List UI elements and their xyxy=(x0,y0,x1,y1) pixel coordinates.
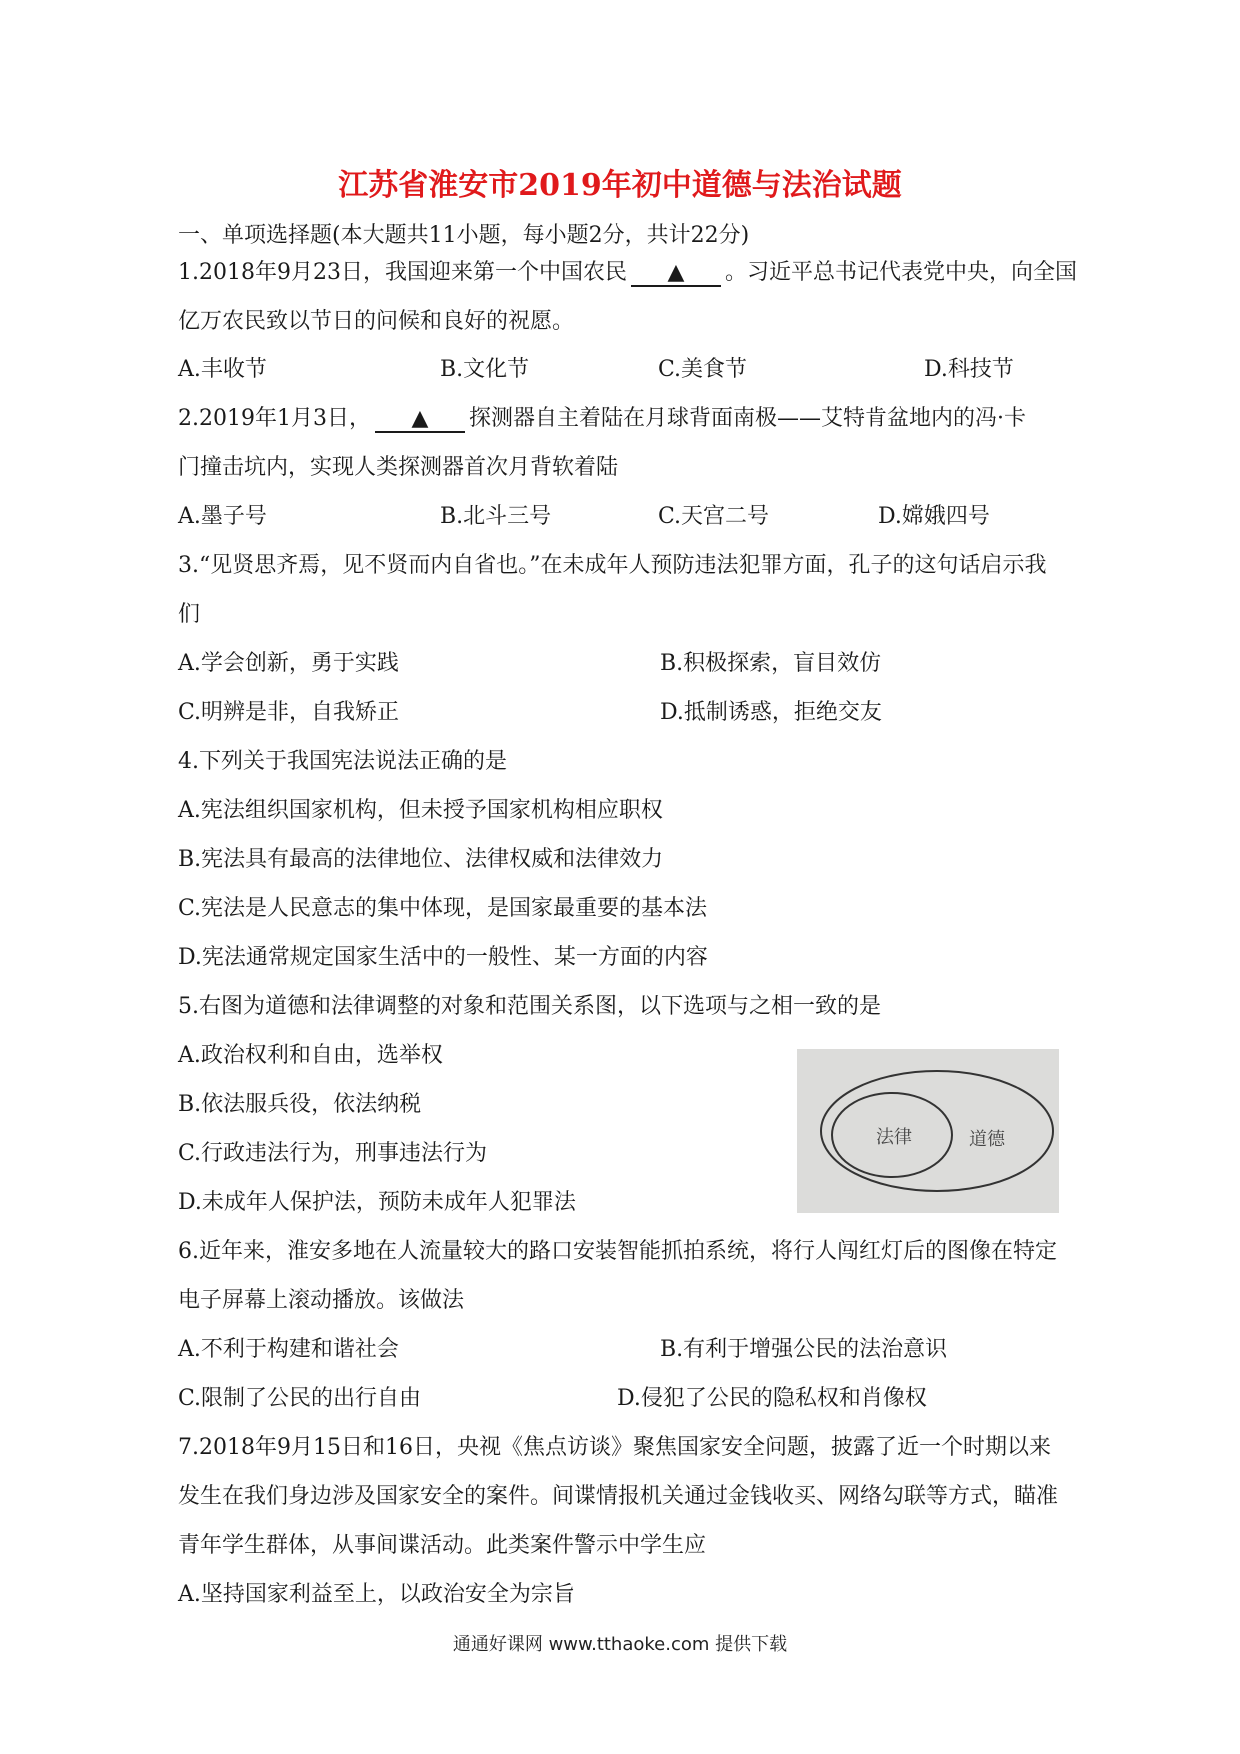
question-6-option-d: D.侵犯了公民的隐私权和肖像权 xyxy=(617,1386,927,1411)
question-1-line-1 xyxy=(178,258,1077,288)
question-5-option-b: B.依法服兵役，依法纳税 xyxy=(178,1092,422,1117)
question-5-option-d: D.未成年人保护法，预防未成年人犯罪法 xyxy=(178,1190,576,1215)
question-5-line-1: 5.右图为道德和法律调整的对象和范围关系图，以下选项与之相一致的是 xyxy=(178,994,881,1019)
question-3-option-a: A.学会创新，勇于实践 xyxy=(178,651,399,676)
question-4-option-d: D.宪法通常规定国家生活中的一般性、某一方面的内容 xyxy=(178,945,708,970)
morality-ellipse xyxy=(821,1071,1053,1191)
law-morality-venn-figure xyxy=(797,1049,1059,1213)
question-4-option-b: B.宪法具有最高的法律地位、法律权威和法律效力 xyxy=(178,847,664,872)
question-5-option-a: A.政治权利和自由，选举权 xyxy=(178,1043,443,1068)
question-2-text-b: 探测器自主着陆在月球背面南极——艾特肯盆地内的冯·卡 xyxy=(468,406,1026,431)
law-label: 法律 xyxy=(876,1127,912,1148)
question-1-text-a: 1.2018年9月23日，我国迎来第一个中国农民 xyxy=(178,260,627,285)
question-6-line-1: 6.近年来，淮安多地在人流量较大的路口安装智能抓拍系统，将行人闯红灯后的图像在特定 xyxy=(178,1239,1057,1264)
question-4-option-c: C.宪法是人民意志的集中体现，是国家最重要的基本法 xyxy=(178,896,708,921)
question-2-option-d: D.嫦娥四号 xyxy=(878,504,990,529)
question-2-line-2: 门撞击坑内，实现人类探测器首次月背软着陆 xyxy=(178,455,619,480)
question-2-option-b: B.北斗三号 xyxy=(440,504,552,529)
morality-label: 道德 xyxy=(969,1129,1005,1150)
question-7-line-1: 7.2018年9月15日和16日，央视《焦点访谈》聚焦国家安全问题，披露了近一个时期以来 xyxy=(178,1435,1051,1460)
question-4-line-1: 4.下列关于我国宪法说法正确的是 xyxy=(178,749,507,774)
question-2-line-1 xyxy=(178,404,1026,434)
question-2-blank: ▲ xyxy=(375,407,465,433)
question-6-option-a: A.不利于构建和谐社会 xyxy=(178,1337,399,1362)
question-4-option-a: A.宪法组织国家机构，但未授予国家机构相应职权 xyxy=(178,798,663,823)
question-3-option-d: D.抵制诱惑，拒绝交友 xyxy=(660,700,882,725)
question-1-option-d: D.科技节 xyxy=(924,357,1014,382)
question-5-option-c: C.行政违法行为，刑事违法行为 xyxy=(178,1141,488,1166)
page-title: 江苏省淮安市2019年初中道德与法治试题 xyxy=(338,168,902,203)
question-3-option-c: C.明辨是非，自我矫正 xyxy=(178,700,400,725)
question-7-option-a: A.坚持国家利益至上，以政治安全为宗旨 xyxy=(178,1582,575,1607)
question-6-option-b: B.有利于增强公民的法治意识 xyxy=(660,1337,948,1362)
question-1-option-c: C.美食节 xyxy=(658,357,748,382)
question-3-option-b: B.积极探索，盲目效仿 xyxy=(660,651,882,676)
question-2-option-c: C.天宫二号 xyxy=(658,504,770,529)
question-7-line-2: 发生在我们身边涉及国家安全的案件。间谍情报机关通过金钱收买、网络勾联等方式，瞄准 xyxy=(178,1484,1059,1509)
section-heading: 一、单项选择题(本大题共11小题，每小题2分，共计22分) xyxy=(178,223,750,248)
question-6-line-2: 电子屏幕上滚动播放。该做法 xyxy=(178,1288,465,1313)
venn-diagram xyxy=(797,1049,1059,1213)
question-3-line-1: 3.“见贤思齐焉，见不贤而内自省也。”在未成年人预防违法犯罪方面，孔子的这句话启示我 xyxy=(178,553,1047,578)
question-1-blank: ▲ xyxy=(631,261,721,287)
page-footer: 通通好课网 www.tthaoke.com 提供下载 xyxy=(452,1634,788,1655)
question-2-text-a: 2.2019年1月3日， xyxy=(178,406,371,431)
question-1-option-a: A.丰收节 xyxy=(178,357,267,382)
question-3-line-2: 们 xyxy=(178,602,201,627)
question-1-text-b: 。习近平总书记代表党中央，向全国 xyxy=(724,260,1077,285)
question-2-option-a: A.墨子号 xyxy=(178,504,267,529)
question-1-line-2: 亿万农民致以节日的问候和良好的祝愿。 xyxy=(178,309,575,334)
question-7-line-3: 青年学生群体，从事间谍活动。此类案件警示中学生应 xyxy=(178,1533,707,1558)
question-6-option-c: C.限制了公民的出行自由 xyxy=(178,1386,422,1411)
question-1-option-b: B.文化节 xyxy=(440,357,530,382)
